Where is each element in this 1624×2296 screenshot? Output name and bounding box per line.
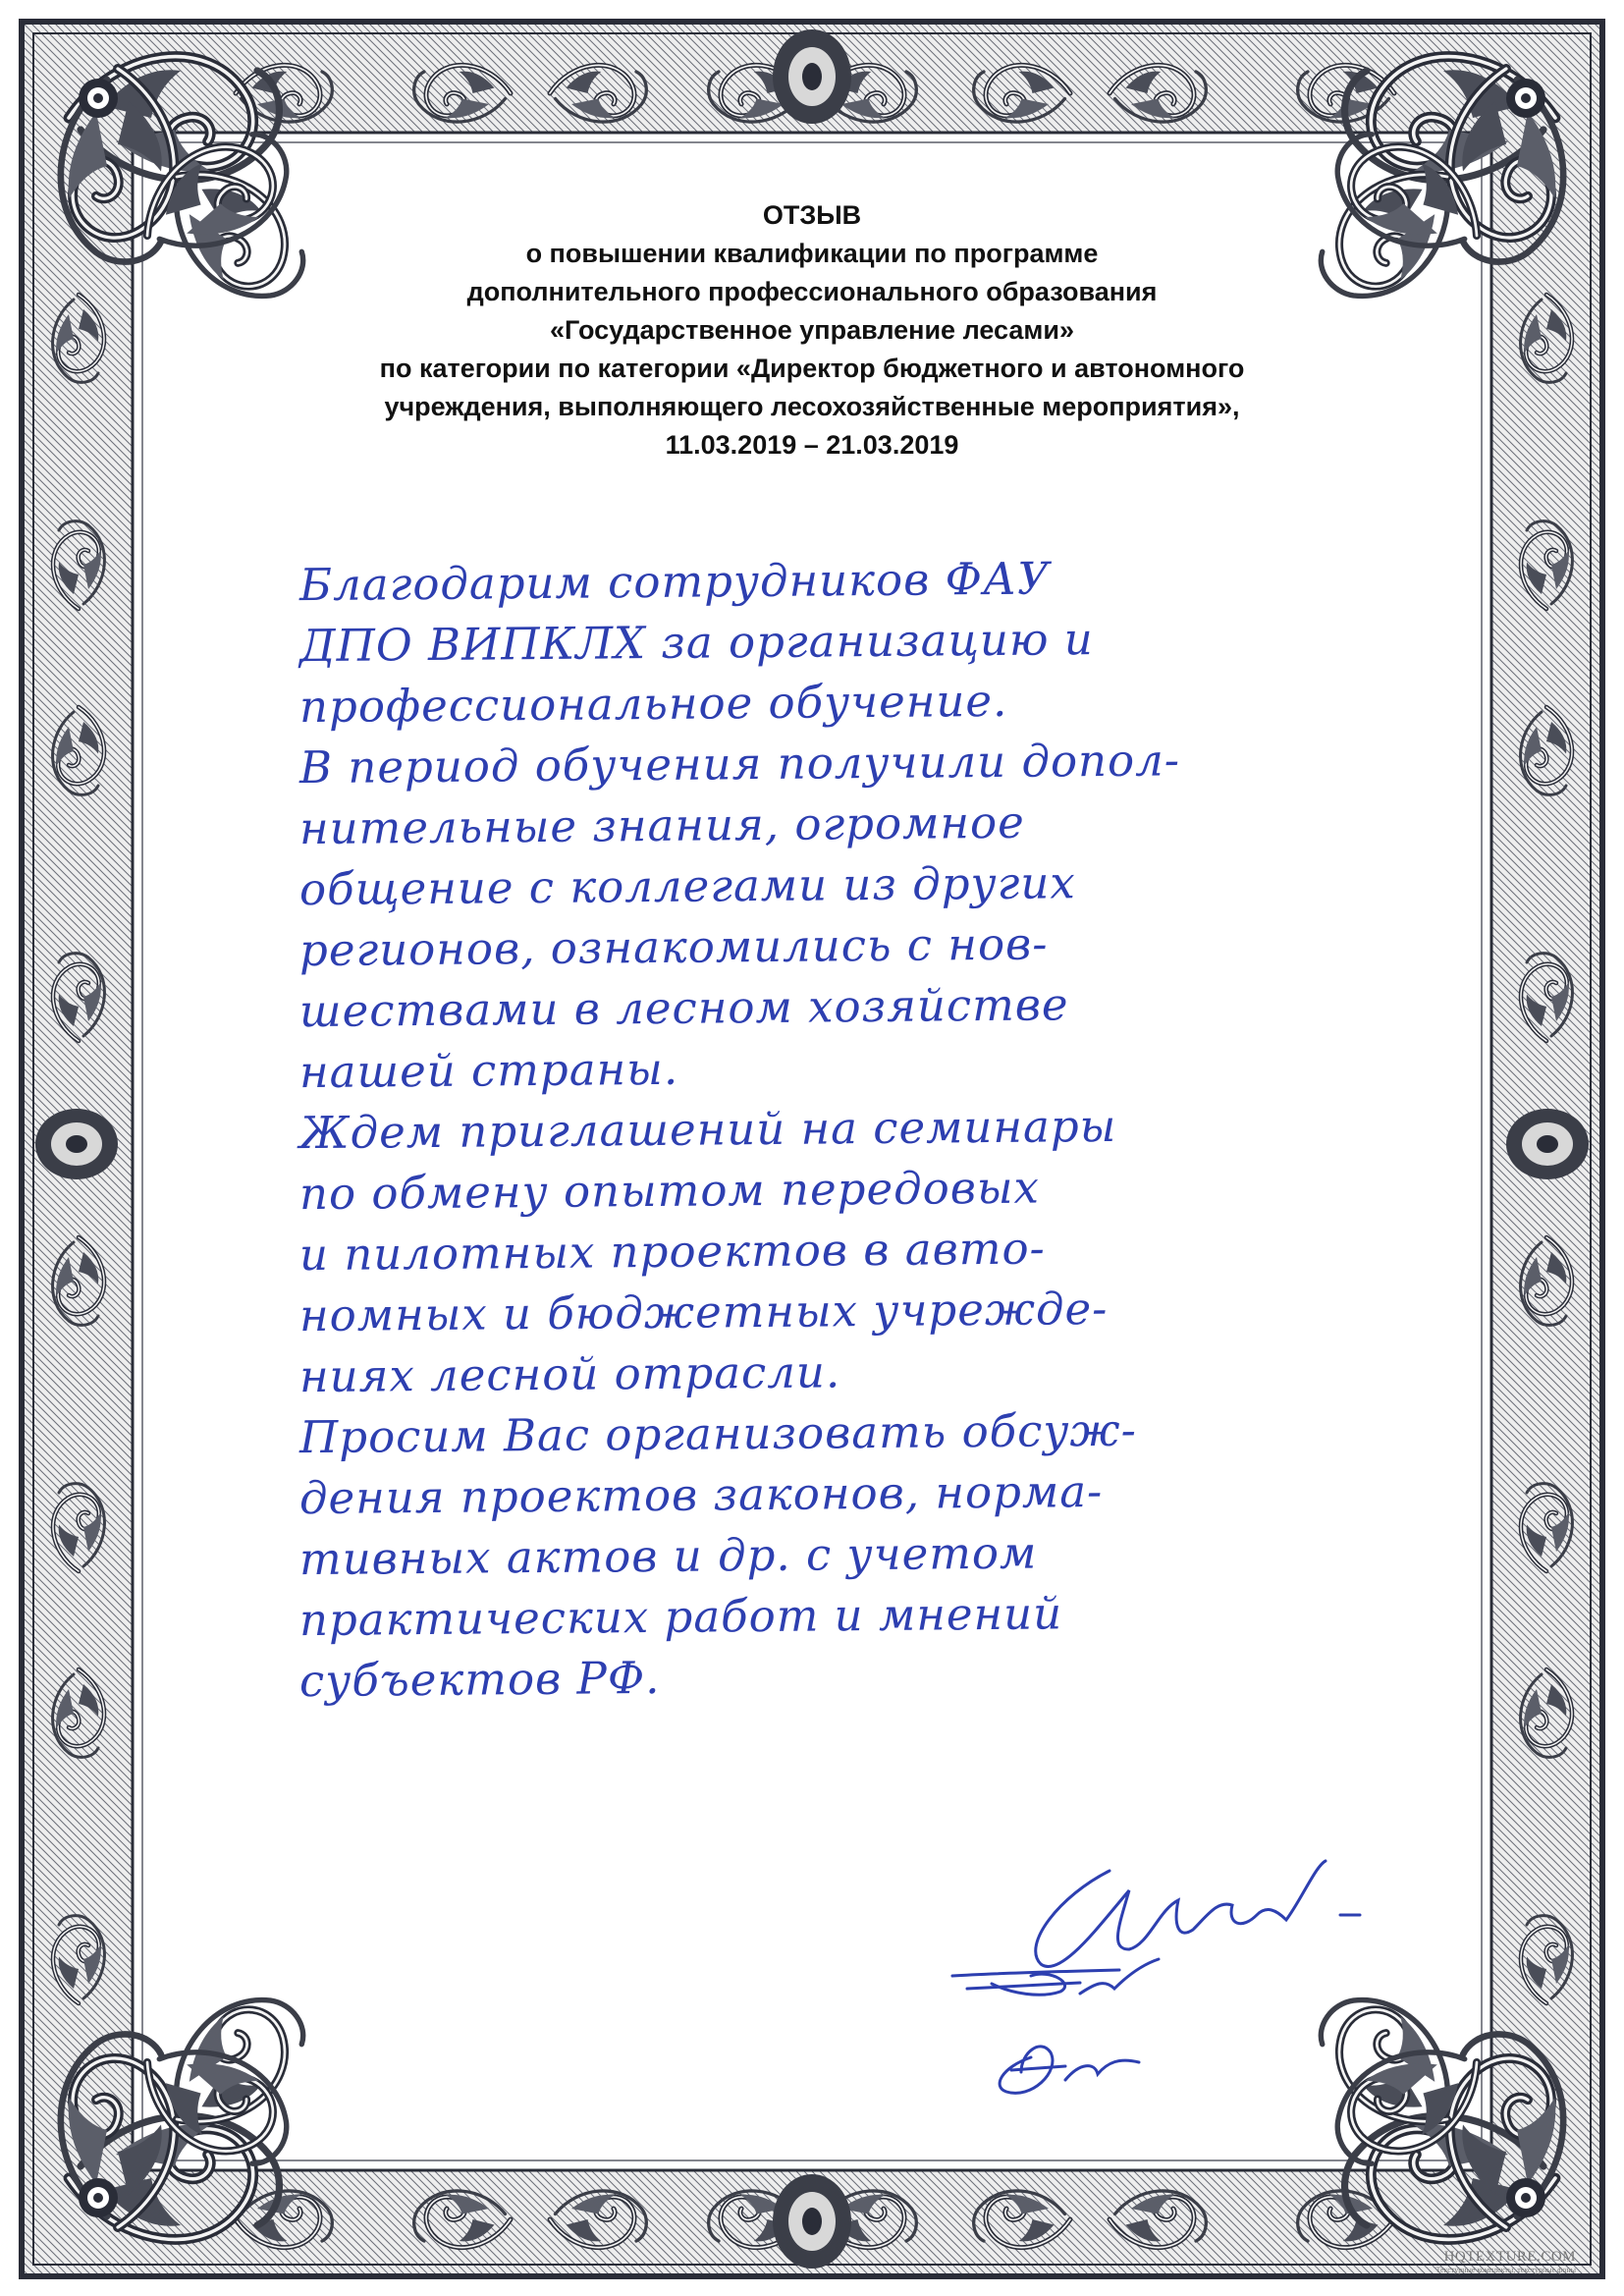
watermark: [1429, 2249, 1576, 2274]
handwritten-line: субъектов РФ.: [298, 1651, 661, 1708]
handwritten-line: шествами в лесном хозяйстве: [298, 978, 1069, 1038]
signature-3: [1000, 2047, 1139, 2093]
date-range: 11.03.2019 – 21.03.2019: [665, 430, 959, 460]
handwritten-line: нашей страны.: [298, 1042, 679, 1099]
handwritten-line: В период обучения получили допол-: [298, 734, 1181, 794]
handwritten-line: Благодарим сотрудников ФАУ: [298, 552, 1051, 612]
watermark-subtext: Текстурные комплекты, текстурные фоны: [1435, 2266, 1576, 2274]
handwritten-line: Ждем приглашений на семинары: [298, 1099, 1117, 1160]
header-line: о повышении квалификации по программе: [525, 239, 1099, 268]
handwritten-line: ниях лесной отрасли.: [298, 1345, 841, 1403]
watermark-text: HQTEXTURE.COM: [1443, 2249, 1576, 2265]
handwritten-line: номных и бюджетных учрежде-: [298, 1282, 1109, 1342]
header-line: по категории по категории «Директор бюджетного и автономного: [379, 354, 1245, 383]
handwritten-line: дения проектов законов, норма-: [298, 1465, 1104, 1525]
handwritten-line: тивных актов и др. с учетом: [298, 1526, 1038, 1586]
handwritten-line: общение с коллегами из других: [298, 856, 1076, 916]
program-name: «Государственное управление лесами»: [550, 315, 1074, 345]
signature-1: [1036, 1861, 1360, 1967]
handwritten-line: по обмену опытом передовых: [298, 1161, 1041, 1221]
document-title: ОТЗЫВ: [762, 200, 862, 230]
handwritten-line: профессиональное обучение.: [298, 674, 1008, 734]
handwritten-line: нительные знания, огромное: [298, 795, 1025, 855]
header-line: дополнительного профессионального образования: [466, 277, 1158, 306]
handwritten-line: и пилотных проектов в авто-: [298, 1222, 1047, 1282]
header-line: учреждения, выполняющего лесохозяйственные мероприятия»,: [384, 392, 1240, 421]
handwritten-line: регионов, ознакомились с нов-: [298, 917, 1049, 977]
handwritten-line: ДПО ВИПКЛХ за организацию и: [298, 613, 1094, 673]
handwritten-line: практических работ и мнений: [298, 1587, 1063, 1647]
handwritten-line: Просим Вас организовать обсуж-: [298, 1403, 1138, 1464]
